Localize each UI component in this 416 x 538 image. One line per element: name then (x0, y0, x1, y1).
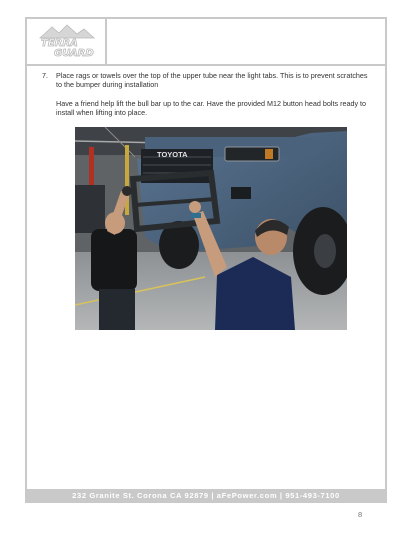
step-7 (42, 71, 372, 127)
step-number: 7. (42, 71, 48, 80)
document-page (25, 17, 387, 503)
footer-bar: 232 Granite St. Corona CA 92879 | aFePower.com | 951-493-7100 (27, 489, 385, 503)
installation-photo-illustration (75, 127, 347, 330)
page-number: 8 (358, 510, 363, 519)
step-body (56, 71, 372, 118)
logo-line-1: TERRA (41, 38, 78, 49)
vehicle-badge: TOYOTA (157, 150, 188, 159)
logo-line-2: GUARD (54, 48, 94, 59)
step-paragraph-2: Have a friend help lift the bull bar up to the car. Have the provided M12 button head bolts ready to install when lifting into place. (56, 98, 367, 118)
bumper-fog-light (231, 187, 251, 199)
step-paragraph-1: Place rags or towels over the top of the upper tube near the light tabs. This is to prevent scratches to the bumper during installation (56, 71, 368, 90)
logo-cell (27, 19, 107, 64)
equipment-cabinet (75, 185, 105, 233)
vehicle-amber-light (265, 149, 273, 159)
installation-photo (75, 127, 347, 330)
header-row (27, 19, 385, 66)
logo-mountain-icon (40, 25, 94, 38)
terra-guard-logo (37, 23, 97, 59)
